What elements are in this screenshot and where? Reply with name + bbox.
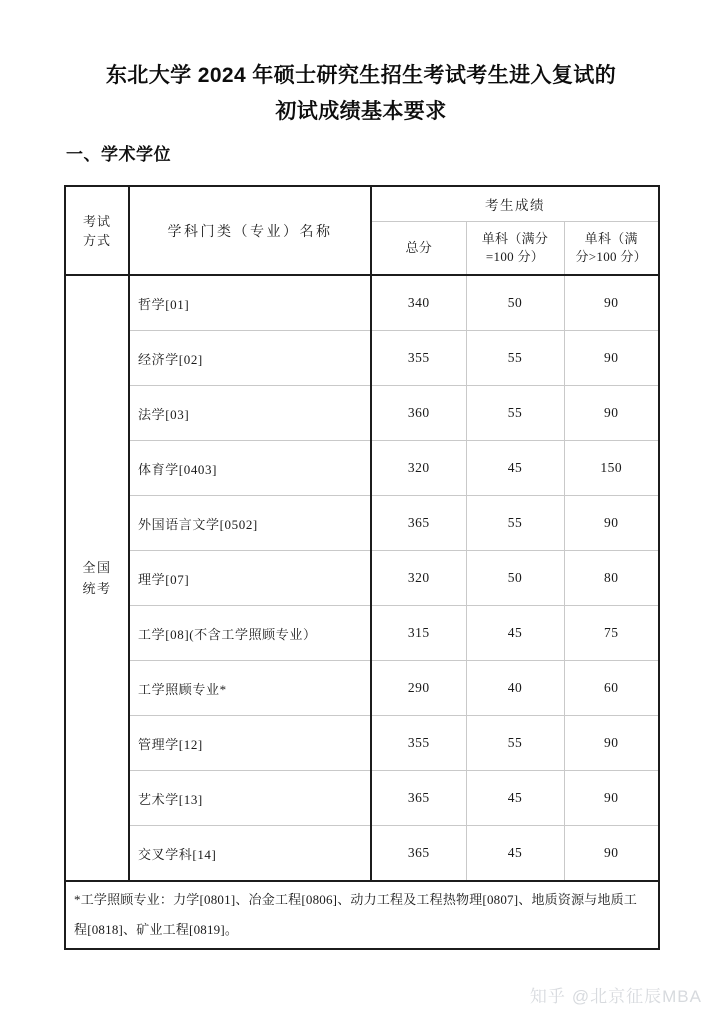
table-row bbox=[65, 771, 659, 826]
table-row bbox=[65, 606, 659, 661]
header-exam-mode bbox=[65, 186, 129, 275]
footnote-text: *工学照顾专业：力学[0801]、冶金工程[0806]、动力工程及工程热物理[0807]、地质资源与地质工程[0818]、矿业工程[0819]。 bbox=[65, 881, 659, 949]
page-title bbox=[64, 58, 658, 130]
cell-single-gt-100: 90 bbox=[564, 771, 659, 826]
cell-total-score: 355 bbox=[371, 331, 466, 386]
header-single-subject-eq-100 bbox=[466, 222, 564, 276]
cell-discipline: 工学[08](不含工学照顾专业） bbox=[129, 606, 371, 661]
table-body bbox=[65, 186, 659, 949]
header-single-subject-gt-100 bbox=[564, 222, 659, 276]
cell-single-gt-100: 90 bbox=[564, 331, 659, 386]
header-single-gt-100-line-2: 分>100 分） bbox=[575, 249, 647, 264]
header-total-score: 总分 bbox=[371, 222, 466, 276]
table-row bbox=[65, 386, 659, 441]
header-single-eq-100-line-2: =100 分） bbox=[485, 249, 545, 264]
header-scores-group: 考生成绩 bbox=[371, 186, 659, 222]
cell-total-score: 365 bbox=[371, 826, 466, 882]
cell-single-eq-100: 50 bbox=[466, 275, 564, 331]
admission-score-table bbox=[64, 185, 660, 950]
cell-single-gt-100: 150 bbox=[564, 441, 659, 496]
cell-total-score: 360 bbox=[371, 386, 466, 441]
cell-single-eq-100: 55 bbox=[466, 716, 564, 771]
header-exam-mode-line-2: 方式 bbox=[82, 232, 111, 248]
cell-single-gt-100: 75 bbox=[564, 606, 659, 661]
score-table-container bbox=[64, 185, 658, 950]
section-heading: 一、学术学位 bbox=[66, 145, 171, 164]
watermark bbox=[530, 982, 702, 1007]
cell-total-score: 365 bbox=[371, 496, 466, 551]
cell-total-score: 290 bbox=[371, 661, 466, 716]
cell-discipline: 理学[07] bbox=[129, 551, 371, 606]
table-row bbox=[65, 716, 659, 771]
cell-single-gt-100: 80 bbox=[564, 551, 659, 606]
header-single-gt-100-line-1: 单科（满 bbox=[584, 231, 638, 246]
cell-exam-mode-line-1: 全国 bbox=[82, 560, 112, 575]
cell-total-score: 320 bbox=[371, 441, 466, 496]
header-discipline: 学科门类（专业）名称 bbox=[129, 186, 371, 275]
cell-single-eq-100: 40 bbox=[466, 661, 564, 716]
cell-discipline: 法学[03] bbox=[129, 386, 371, 441]
cell-discipline: 经济学[02] bbox=[129, 331, 371, 386]
cell-discipline: 管理学[12] bbox=[129, 716, 371, 771]
cell-single-gt-100: 90 bbox=[564, 826, 659, 882]
cell-total-score: 315 bbox=[371, 606, 466, 661]
cell-single-gt-100: 90 bbox=[564, 386, 659, 441]
cell-single-gt-100: 90 bbox=[564, 275, 659, 331]
cell-single-eq-100: 55 bbox=[466, 386, 564, 441]
cell-total-score: 355 bbox=[371, 716, 466, 771]
cell-discipline: 哲学[01] bbox=[129, 275, 371, 331]
cell-single-eq-100: 55 bbox=[466, 331, 564, 386]
page-title-line-2: 初试成绩基本要求 bbox=[275, 100, 447, 123]
cell-discipline: 体育学[0403] bbox=[129, 441, 371, 496]
table-row bbox=[65, 551, 659, 606]
cell-single-gt-100: 60 bbox=[564, 661, 659, 716]
cell-single-eq-100: 50 bbox=[466, 551, 564, 606]
cell-single-gt-100: 90 bbox=[564, 496, 659, 551]
table-header-row-primary bbox=[65, 186, 659, 222]
cell-total-score: 340 bbox=[371, 275, 466, 331]
cell-single-eq-100: 45 bbox=[466, 441, 564, 496]
table-footnote-row bbox=[65, 881, 659, 949]
table-row bbox=[65, 496, 659, 551]
cell-discipline: 外国语言文学[0502] bbox=[129, 496, 371, 551]
table-row bbox=[65, 441, 659, 496]
cell-single-eq-100: 45 bbox=[466, 826, 564, 882]
table-row bbox=[65, 331, 659, 386]
cell-exam-mode-line-2: 统考 bbox=[82, 581, 112, 596]
table-row bbox=[65, 826, 659, 882]
watermark-handle: @北京征辰MBA bbox=[571, 987, 702, 1006]
cell-discipline: 交叉学科[14] bbox=[129, 826, 371, 882]
cell-discipline: 工学照顾专业* bbox=[129, 661, 371, 716]
cell-discipline: 艺术学[13] bbox=[129, 771, 371, 826]
table-row bbox=[65, 661, 659, 716]
cell-single-eq-100: 55 bbox=[466, 496, 564, 551]
table-row bbox=[65, 275, 659, 331]
header-exam-mode-line-1: 考试 bbox=[82, 213, 111, 229]
cell-total-score: 365 bbox=[371, 771, 466, 826]
cell-total-score: 320 bbox=[371, 551, 466, 606]
header-single-eq-100-line-1: 单科（满分 bbox=[481, 231, 549, 246]
cell-single-eq-100: 45 bbox=[466, 771, 564, 826]
watermark-logo: 知乎 bbox=[529, 987, 566, 1006]
cell-exam-mode-national bbox=[65, 275, 129, 881]
cell-single-eq-100: 45 bbox=[466, 606, 564, 661]
page-title-line-1: 东北大学 2024 年硕士研究生招生考试考生进入复试的 bbox=[105, 64, 617, 87]
cell-single-gt-100: 90 bbox=[564, 716, 659, 771]
